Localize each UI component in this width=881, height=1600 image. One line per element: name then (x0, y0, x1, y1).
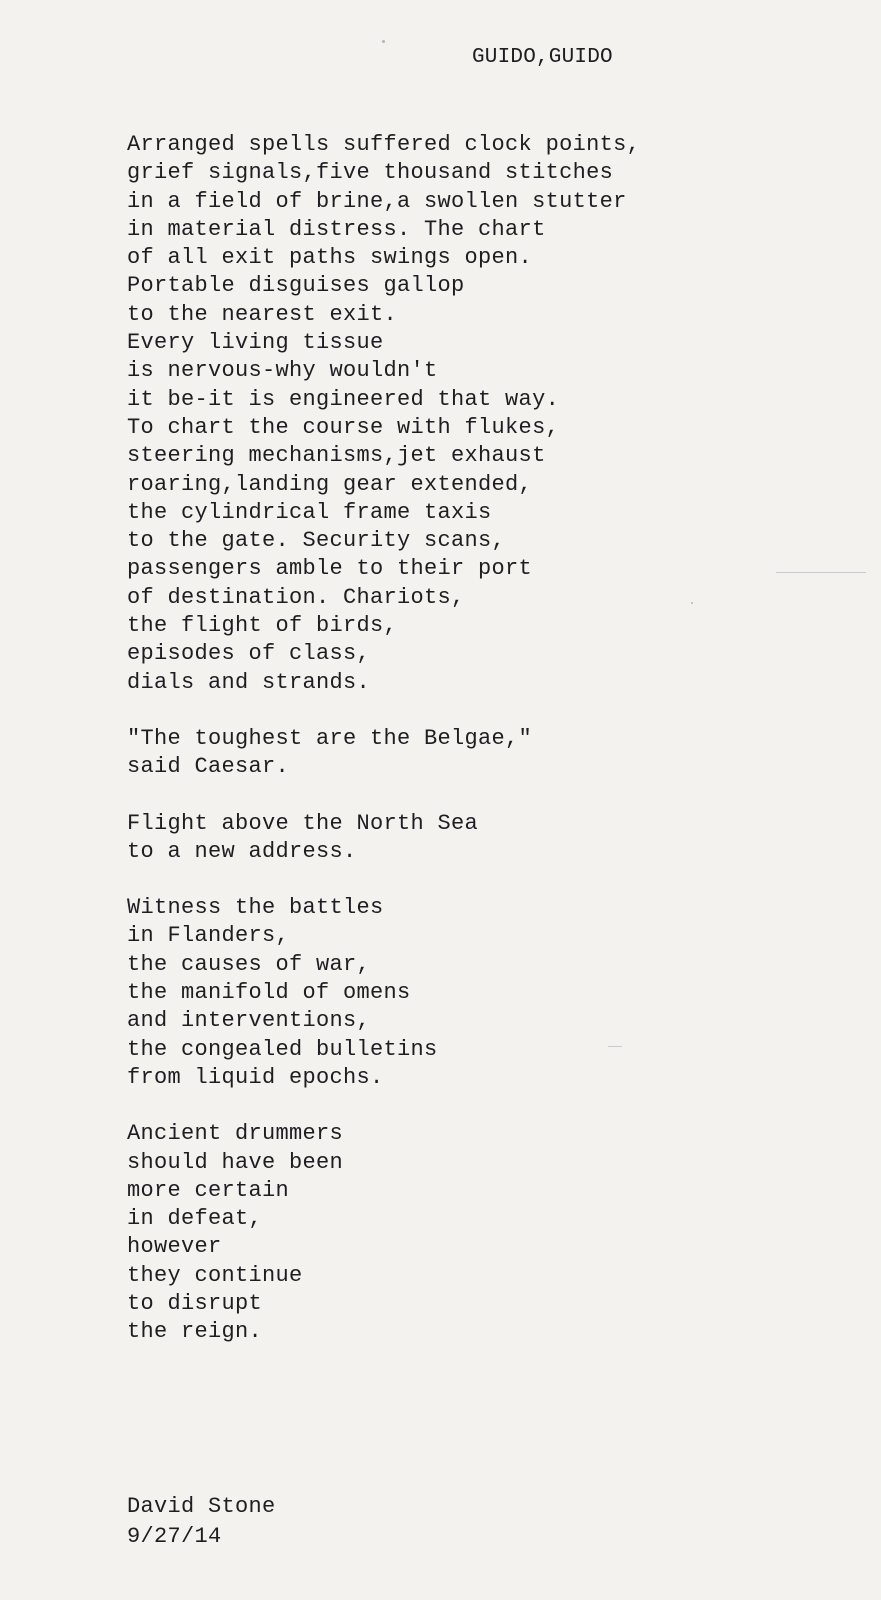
poem-body (127, 131, 847, 1375)
paper-speck (691, 602, 693, 604)
poem-line: of destination. Chariots, (127, 584, 465, 610)
date: 9/27/14 (127, 1524, 222, 1549)
signature-block (127, 1492, 276, 1552)
poem-line: more certain (127, 1177, 290, 1203)
poem-line: of all exit paths swings open. (127, 245, 533, 271)
poem-line: should have been (127, 1149, 344, 1175)
poem-line: to a new address. (127, 838, 357, 864)
poem-line: to the nearest exit. (127, 301, 398, 327)
poem-line: grief signals,five thousand stitches (127, 160, 614, 186)
stanza (127, 894, 847, 1092)
poem-line: in Flanders, (127, 923, 290, 949)
poem-line: the reign. (127, 1319, 263, 1345)
poem-line: Ancient drummers (127, 1121, 344, 1147)
poem-line: Portable disguises gallop (127, 273, 465, 299)
poem-line: in material distress. The chart (127, 216, 546, 242)
poem-line: Every living tissue (127, 330, 384, 356)
poem-line: they continue (127, 1262, 303, 1288)
poem-line: passengers amble to their port (127, 556, 533, 582)
paper-speck (382, 40, 385, 43)
stanza (127, 810, 847, 867)
stanza (127, 131, 847, 697)
poem-line: from liquid epochs. (127, 1064, 384, 1090)
poem-line: to disrupt (127, 1290, 263, 1316)
stanza (127, 725, 847, 782)
poem-line: to the gate. Security scans, (127, 528, 506, 554)
poem-line: however (127, 1234, 222, 1260)
poem-line: the cylindrical frame taxis (127, 499, 492, 525)
poem-line: Arranged spells suffered clock points, (127, 132, 641, 157)
poem-line: Flight above the North Sea (127, 810, 479, 836)
poem-line: and interventions, (127, 1008, 371, 1034)
poem-line: the congealed bulletins (127, 1036, 438, 1062)
poem-line: the flight of birds, (127, 613, 398, 639)
poem-line: roaring,landing gear extended, (127, 471, 533, 497)
poem-line: in a field of brine,a swollen stutter (127, 188, 627, 214)
stanza (127, 1120, 847, 1346)
poem-line: said Caesar. (127, 754, 290, 780)
scan-mark (776, 572, 866, 573)
poem-line: Witness the battles (127, 895, 384, 921)
scan-mark (608, 1046, 622, 1047)
poem-line: "The toughest are the Belgae," (127, 725, 533, 751)
author-name: David Stone (127, 1494, 276, 1519)
poem-line: steering mechanisms,jet exhaust (127, 443, 546, 469)
poem-line: the manifold of omens (127, 980, 411, 1006)
poem-line: To chart the course with flukes, (127, 414, 560, 440)
poem-title: GUIDO,GUIDO (472, 46, 613, 69)
poem-line: it be-it is engineered that way. (127, 386, 560, 412)
poem-line: in defeat, (127, 1206, 263, 1232)
poem-line: is nervous-why wouldn't (127, 358, 438, 384)
poem-line: dials and strands. (127, 669, 371, 695)
poem-line: the causes of war, (127, 951, 371, 977)
poem-line: episodes of class, (127, 641, 371, 667)
